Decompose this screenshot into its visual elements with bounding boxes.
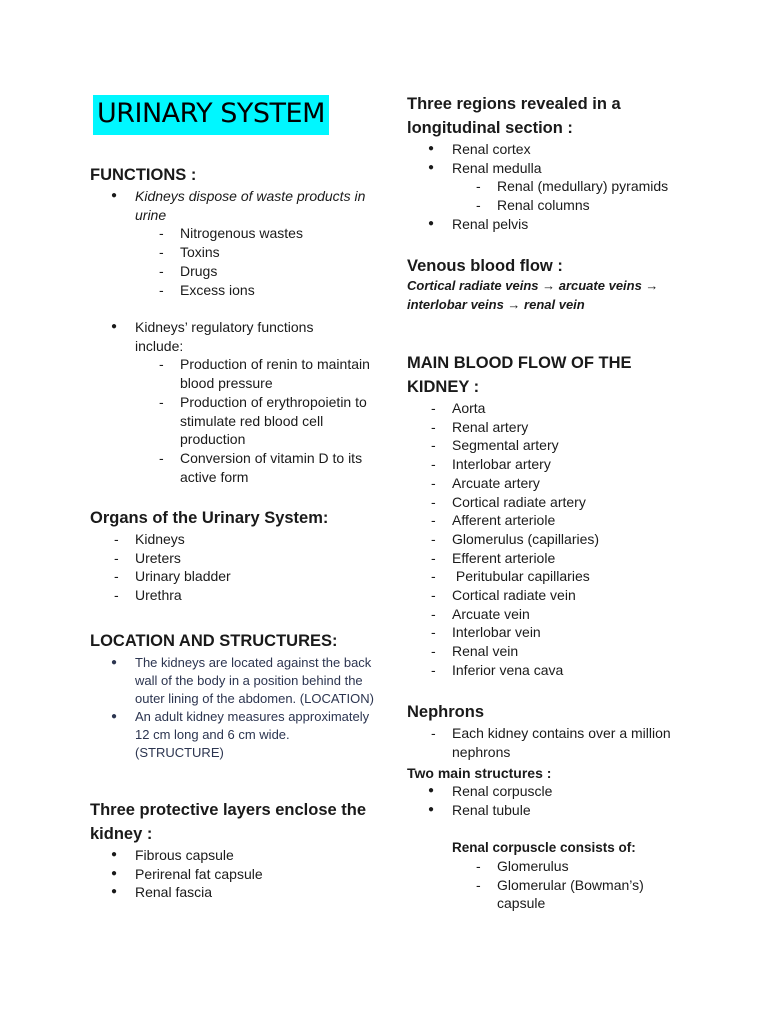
list-item: ● Renal medulla: [407, 159, 707, 178]
list-item: - Glomerulus: [407, 857, 667, 876]
list-item: - Production of renin to maintain blood pressure: [90, 355, 375, 392]
list-item: - Interlobar artery: [407, 455, 707, 474]
list-item: ● Fibrous capsule: [90, 846, 375, 865]
list-item: - Urinary bladder: [90, 567, 375, 586]
functions-regulatory-list: [90, 318, 375, 486]
list-item: - Renal vein: [407, 642, 707, 661]
organs-list: [90, 530, 375, 605]
venous-heading: Venous blood flow :: [407, 257, 563, 275]
list-item: ● Kidneys dispose of waste products in urine: [90, 187, 375, 224]
functions-heading: FUNCTIONS :: [90, 166, 197, 184]
list-item: - Aorta: [407, 399, 707, 418]
functions-waste-list: [90, 187, 375, 299]
list-item: - Cortical radiate artery: [407, 493, 707, 512]
regions-list: [407, 140, 707, 234]
list-item: ● The kidneys are located against the back wall of the body in a position behind the outer lining of the abdomen. (LOCATION): [90, 654, 375, 708]
list-item: ● Renal pelvis: [407, 215, 707, 234]
main-flow-heading: MAIN BLOOD FLOW OF THE KIDNEY :: [407, 354, 632, 396]
nephrons-list: [407, 724, 677, 761]
list-item: - Glomerular (Bowman’s) capsule: [407, 876, 667, 913]
list-item: ● Renal fascia: [90, 883, 375, 902]
list-item: - Production of erythropoietin to stimulate red blood cell production: [90, 393, 375, 449]
list-item: ● Renal tubule: [407, 801, 707, 820]
location-heading: LOCATION AND STRUCTURES:: [90, 632, 338, 650]
two-structures-heading: Two main structures :: [407, 765, 552, 781]
list-item: - Arcuate artery: [407, 474, 707, 493]
list-item: - Arcuate vein: [407, 605, 707, 624]
list-item: ● Renal corpuscle: [407, 782, 707, 801]
corpuscle-list: [407, 857, 667, 913]
nephrons-heading: Nephrons: [407, 703, 485, 721]
list-item: - Glomerulus (capillaries): [407, 530, 707, 549]
list-item: - Efferent arteriole: [407, 549, 707, 568]
layers-heading: Three protective layers enclose the kidney :: [90, 801, 367, 843]
list-item: - Peritubular capillaries: [407, 567, 707, 586]
list-item: - Toxins: [90, 243, 375, 262]
list-item: - Urethra: [90, 586, 375, 605]
list-item: - Conversion of vitamin D to its active form: [90, 449, 375, 486]
list-item: - Renal artery: [407, 418, 707, 437]
two-structures-list: [407, 782, 707, 819]
list-item: - Drugs: [90, 262, 375, 281]
list-item: - Ureters: [90, 549, 375, 568]
list-item: - Interlobar vein: [407, 623, 707, 642]
list-item: - Kidneys: [90, 530, 375, 549]
list-item: - Renal columns: [407, 196, 707, 215]
list-item: - Renal (medullary) pyramids: [407, 177, 707, 196]
list-item: - Each kidney contains over a million nephrons: [407, 724, 677, 761]
layers-list: [90, 846, 375, 902]
regions-heading: Three regions revealed in a longitudinal section :: [407, 95, 621, 137]
organs-heading: Organs of the Urinary System:: [90, 509, 329, 527]
list-item: ● An adult kidney measures approximately 12 cm long and 6 cm wide. (STRUCTURE): [90, 708, 375, 762]
list-item: - Inferior vena cava: [407, 661, 707, 680]
list-item: ● Perirenal fat capsule: [90, 865, 375, 884]
list-item: ● Kidneys’ regulatory functions include:: [90, 318, 375, 355]
main-flow-list: [407, 399, 707, 680]
venous-flow-text: Cortical radiate veins → arcuate veins → interlobar veins → renal vein: [407, 278, 659, 312]
corpuscle-heading: Renal corpuscle consists of:: [452, 840, 636, 855]
list-item: - Segmental artery: [407, 436, 707, 455]
location-list: [90, 654, 375, 762]
list-item: - Afferent arteriole: [407, 511, 707, 530]
list-item: - Cortical radiate vein: [407, 586, 707, 605]
list-item: ● Renal cortex: [407, 140, 707, 159]
list-item: - Excess ions: [90, 281, 375, 300]
list-item: - Nitrogenous wastes: [90, 224, 375, 243]
page-title: URINARY SYSTEM: [93, 95, 329, 135]
